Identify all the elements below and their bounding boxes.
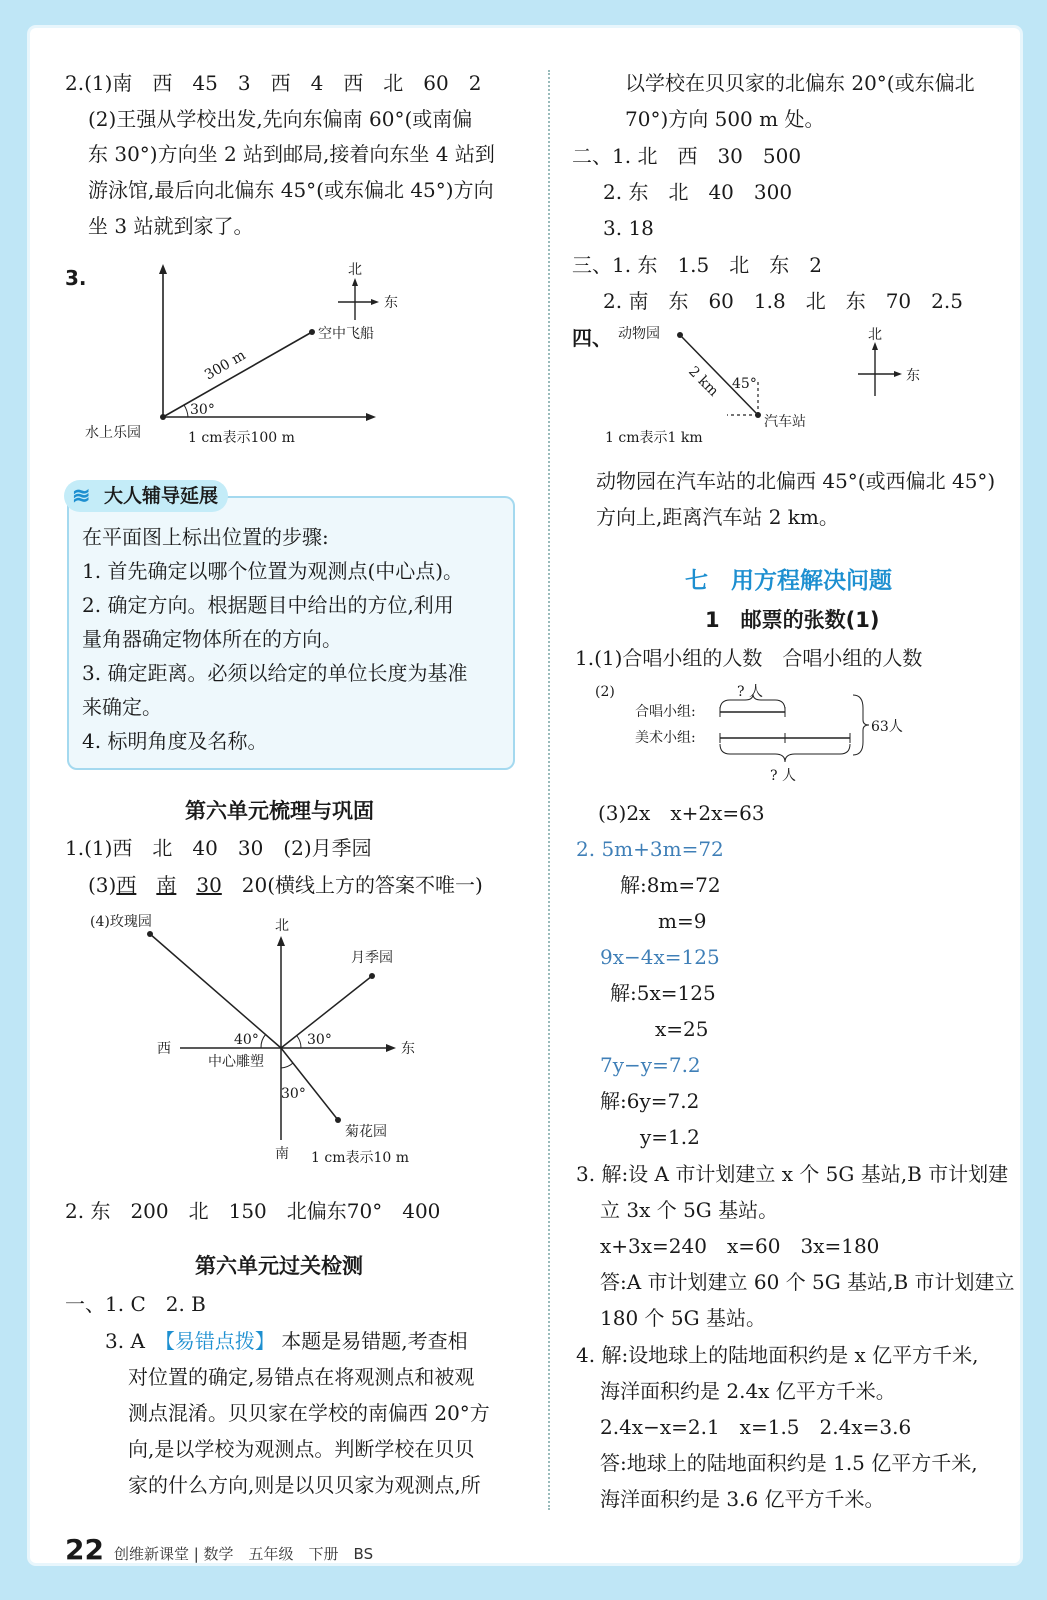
lesson-answer-3-line5: 180 个 5G 基站。 (600, 1306, 766, 1330)
figure3-origin-point (160, 414, 166, 420)
figure6-brace-bottom (720, 744, 850, 762)
lesson-answer-2-result3: y=1.2 (640, 1125, 700, 1149)
review-1-3-blank-a: 西 (116, 873, 137, 897)
section-title-review: 第六单元梳理与巩固 (185, 799, 374, 823)
part4-label: 四、 (572, 326, 612, 350)
figure5-scale-label: 1 cm表示1 km (605, 430, 703, 446)
figure3-angle-arc (184, 405, 188, 417)
column-divider (548, 70, 550, 1510)
figure4-angle-30-se: 30° (281, 1086, 306, 1102)
figure6-total-label: 63人 (871, 719, 903, 735)
test-answer-3-line5: 家的什么方向,则是以贝贝家为观测点,所 (128, 1473, 481, 1497)
figure6-brace-top (720, 694, 785, 710)
figure3-distance-label: 300 m (202, 347, 249, 384)
figure5-zoo-label: 动物园 (618, 326, 660, 342)
test-3-choice: 3. A (105, 1329, 145, 1353)
part2-answer-3: 3. 18 (603, 216, 654, 240)
figure4-yueji-label: 月季园 (351, 950, 393, 966)
figure4-north-label: 北 (275, 918, 289, 934)
part4-answer-line2: 方向上,距离汽车站 2 km。 (596, 505, 839, 529)
tip-line-6: 来确定。 (82, 695, 162, 719)
figure4-rose-line (150, 934, 281, 1048)
figure3-airship-point (309, 329, 315, 335)
figure6-choir-label: 合唱小组: (635, 704, 696, 720)
book-title: 创维新课堂 | 数学 五年级 下册 BS (113, 1545, 374, 1563)
tip-line-7: 4. 标明角度及名称。 (82, 729, 268, 753)
figure6-number: (2) (595, 684, 615, 700)
part2-answer-1: 二、1. 北 西 30 500 (572, 144, 802, 168)
lesson-answer-2-step3: 解:6y=7.2 (600, 1089, 700, 1113)
figure4-arc-30b (281, 1063, 293, 1068)
figure4-juhua-point (335, 1117, 341, 1123)
figure5-distance-label: 2 km (685, 363, 722, 400)
figure3-path-line (163, 332, 312, 417)
answer-2-2-line2: 东 30°)方向坐 2 站到邮局,接着向东坐 4 站到 (88, 142, 495, 166)
figure4-scale-label: 1 cm表示10 m (311, 1150, 410, 1166)
figure5-compass-east-arrow (894, 371, 902, 377)
figure4-east-label: 东 (401, 1041, 415, 1057)
test-answer-3-line4: 向,是以学校为观测点。判断学校在贝贝 (128, 1437, 475, 1461)
review-1-3-blank-b: 南 (156, 873, 177, 897)
lesson-title: 1 邮票的张数(1) (705, 608, 880, 632)
section-title-test: 第六单元过关检测 (195, 1254, 363, 1278)
figure4-north-arrow (277, 936, 285, 946)
lesson-answer-4-line3: 2.4x−x=2.1 x=1.5 2.4x=3.6 (600, 1415, 912, 1439)
figure3-airship-label: 空中飞船 (318, 326, 374, 342)
review-1-3-suffix: 20(横线上方的答案不唯一) (241, 873, 483, 897)
figure3-scale-label: 1 cm表示100 m (188, 430, 295, 446)
review-1-3-prefix: (3) (88, 873, 117, 897)
lesson-answer-2-result1: m=9 (658, 909, 707, 933)
answer-2-2-line1: (2)王强从学校出发,先向东偏南 60°(或南偏 (88, 107, 473, 131)
figure4-south-label: 南 (275, 1146, 289, 1162)
figure3-compass-east-arrow (371, 299, 379, 305)
lesson-answer-3-line2: 立 3x 个 5G 基站。 (600, 1198, 779, 1222)
answer-2-2-line4: 坐 3 站就到家了。 (88, 214, 254, 238)
figure5-compass-north-arrow (872, 342, 878, 350)
figure3-arrow-up (159, 264, 167, 274)
tip-line-5: 3. 确定距离。必须以给定的单位长度为基准 (82, 661, 468, 685)
lesson-answer-2-step2: 解:5x=125 (610, 981, 716, 1005)
figure-airship-map (80, 262, 420, 457)
figure3-east-label: 东 (384, 295, 398, 311)
lesson-answer-2-result2: x=25 (655, 1017, 709, 1041)
figure5-station-label: 汽车站 (764, 414, 806, 430)
figure3-compass-north-arrow (352, 278, 358, 286)
figure6-brace-right (853, 695, 869, 755)
test-3-text: 本题是易错题,考查相 (281, 1329, 468, 1353)
page-footer (65, 1533, 373, 1566)
part3-answer-1: 三、1. 东 1.5 北 东 2 (572, 253, 822, 277)
answer-3-number: 3. (65, 266, 87, 290)
figure5-north-label: 北 (868, 327, 882, 343)
figure-line-segment-diagram (595, 680, 935, 785)
part3-answer-2: 2. 南 东 60 1.8 北 东 70 2.5 (603, 289, 963, 313)
tip-line-4: 量角器确定物体所在的方向。 (82, 627, 342, 651)
waves-icon: ≋ (72, 483, 91, 509)
review-1-3-blank-c: 30 (196, 873, 222, 897)
figure5-east-label: 东 (906, 368, 920, 384)
figure4-label: (4)玫瑰园 (90, 914, 152, 930)
figure3-angle-label: 30° (190, 402, 215, 418)
lesson-answer-2-eq1: 2. 5m+3m=72 (576, 837, 724, 861)
tip-line-3: 2. 确定方向。根据题目中给出的方位,利用 (82, 593, 454, 617)
review-answer-2: 2. 东 200 北 150 北偏东70° 400 (65, 1199, 441, 1223)
continued-line2: 70°)方向 500 m 处。 (625, 107, 825, 131)
figure4-west-label: 西 (157, 1041, 171, 1057)
tip-line-2: 1. 首先确定以哪个位置为观测点(中心点)。 (82, 559, 464, 583)
figure3-origin-label: 水上乐园 (85, 425, 141, 441)
lesson-answer-3-line1: 3. 解:设 A 市计划建立 x 个 5G 基站,B 市计划建 (576, 1162, 1009, 1186)
lesson-answer-2-step1: 解:8m=72 (620, 873, 721, 897)
figure4-juhua-line (281, 1048, 338, 1120)
tip-line-1: 在平面图上标出位置的步骤: (82, 525, 329, 549)
lesson-answer-4-line4: 答:地球上的陆地面积约是 1.5 亿平方千米, (600, 1451, 978, 1475)
continued-line1: 以学校在贝贝家的北偏东 20°(或东偏北 (625, 71, 975, 95)
part4-answer-line1: 动物园在汽车站的北偏西 45°(或西偏北 45°) (596, 469, 996, 493)
lesson-answer-3-line3: x+3x=240 x=60 3x=180 (600, 1234, 880, 1258)
lesson-answer-3-line4: 答:A 市计划建立 60 个 5G 基站,B 市计划建立 (600, 1270, 1015, 1294)
answer-2-2-line3: 游泳馆,最后向北偏东 45°(或东偏北 45°)方向 (88, 178, 494, 202)
lesson-answer-2-eq3: 7y−y=7.2 (600, 1053, 701, 1077)
figure3-arrow-right (366, 413, 376, 421)
lesson-answer-4-line5: 海洋面积约是 3.6 亿平方千米。 (600, 1487, 885, 1511)
figure4-arc-40 (261, 1034, 266, 1048)
figure4-juhua-label: 菊花园 (345, 1124, 387, 1140)
error-hint-tag: 【易错点拨】 (164, 1329, 275, 1353)
chapter-title: 七 用方程解决问题 (685, 568, 892, 594)
review-answer-1-1: 1.(1)西 北 40 30 (2)月季园 (65, 836, 372, 860)
figure-zoo-map (600, 322, 940, 452)
page-number: 22 (65, 1533, 104, 1566)
figure4-rose-point (147, 931, 153, 937)
figure-park-map (85, 912, 445, 1172)
figure6-question-top: ? 人 (737, 684, 763, 700)
lesson-answer-4-line1: 4. 解:设地球上的陆地面积约是 x 亿平方千米, (576, 1343, 979, 1367)
test-answer-3-line1 (105, 1328, 468, 1354)
figure4-center-label: 中心雕塑 (208, 1054, 264, 1070)
figure4-yueji-point (369, 973, 375, 979)
figure5-angle-label: 45° (732, 376, 757, 392)
review-answer-1-3 (88, 872, 483, 898)
lesson-answer-1-1: 1.(1)合唱小组的人数 合唱小组的人数 (575, 646, 923, 670)
tip-title: 大人辅导延展 (64, 480, 228, 512)
figure6-art-label: 美术小组: (635, 730, 696, 746)
answer-2-1: 2.(1)南 西 45 3 西 4 西 北 60 2 (65, 71, 482, 95)
lesson-answer-1-3: (3)2x x+2x=63 (598, 801, 765, 825)
figure4-angle-30-ne: 30° (307, 1032, 332, 1048)
figure4-arc-30a (297, 1036, 301, 1048)
test-answer-1: 一、1. C 2. B (65, 1292, 206, 1316)
test-answer-3-line2: 对位置的确定,易错点在将观测点和被观 (128, 1365, 475, 1389)
figure4-east-arrow (386, 1044, 396, 1052)
part2-answer-2: 2. 东 北 40 300 (603, 180, 793, 204)
lesson-answer-4-line2: 海洋面积约是 2.4x 亿平方千米。 (600, 1379, 896, 1403)
figure6-question-bottom: ? 人 (770, 768, 796, 784)
lesson-answer-2-eq2: 9x−4x=125 (600, 945, 720, 969)
figure4-angle-40: 40° (234, 1032, 259, 1048)
test-answer-3-line3: 测点混淆。贝贝家在学校的南偏西 20°方 (128, 1401, 490, 1425)
figure3-north-label: 北 (348, 262, 362, 278)
